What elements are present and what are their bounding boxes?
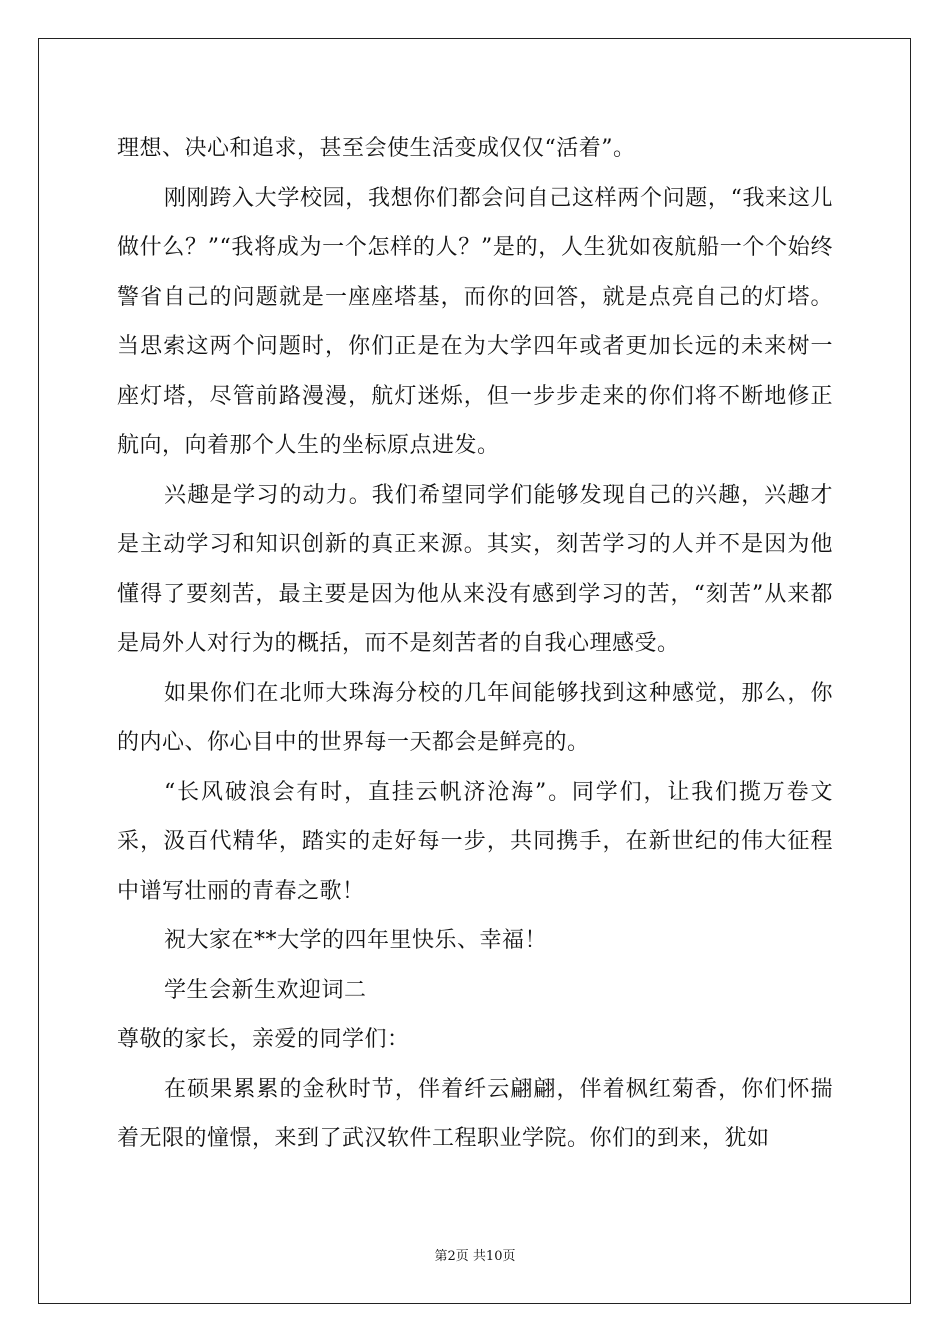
paragraph-9: 在硕果累累的金秋时节，伴着纤云翩翩，伴着枫红菊香，你们怀揣着无限的憧憬，来到了武汉软件工程职业学院。你们的到来，犹如 — [117, 1076, 833, 1151]
paragraph-5: “长风破浪会有时，直挂云帆济沧海”。同学们，让我们揽万卷文采，汲百代精华，踏实的走好每一步，共同携手，在新世纪的伟大征程中谱写壮丽的青春之歌！ — [117, 779, 833, 904]
paragraph-1: 理想、决心和追求，甚至会使生活变成仅仅“活着”。 — [117, 136, 636, 161]
paragraph-3: 兴趣是学习的动力。我们希望同学们能够发现自己的兴趣，兴趣才是主动学习和知识创新的真正来源。其实，刻苦学习的人并不是因为他懂得了要刻苦，最主要是因为他从来没有感到学习的苦，“刻苦”从来都是局外人对行为的概括，而不是刻苦者的自我心理感受。 — [117, 482, 833, 656]
page-footer: 第2页 共10页 — [434, 1249, 516, 1264]
salutation: 尊敬的家长，亲爱的同学们： — [117, 1027, 410, 1052]
paragraph-6: 祝大家在**大学的四年里快乐、幸福！ — [164, 928, 548, 953]
document-body — [117, 124, 833, 1164]
section-heading: 学生会新生欢迎词二 — [164, 977, 367, 1003]
paragraph-2: 刚刚跨入大学校园，我想你们都会问自己这样两个问题，“我来这儿做什么？”“我将成为一个怎样的人？”是的，人生犹如夜航船一个个始终警省自己的问题就是一座座塔基，而你的回答，就是点亮自己的灯塔。当思索这两个问题时，你们正是在为大学四年或者更加长远的未来树一座灯塔，尽管前路漫漫，航灯迷烁，但一步步走来的你们将不断地修正航向，向着那个人生的坐标原点进发。 — [117, 185, 833, 458]
paragraph-4: 如果你们在北师大珠海分校的几年间能够找到这种感觉，那么，你的内心、你心目中的世界每一天都会是鲜亮的。 — [117, 680, 833, 755]
